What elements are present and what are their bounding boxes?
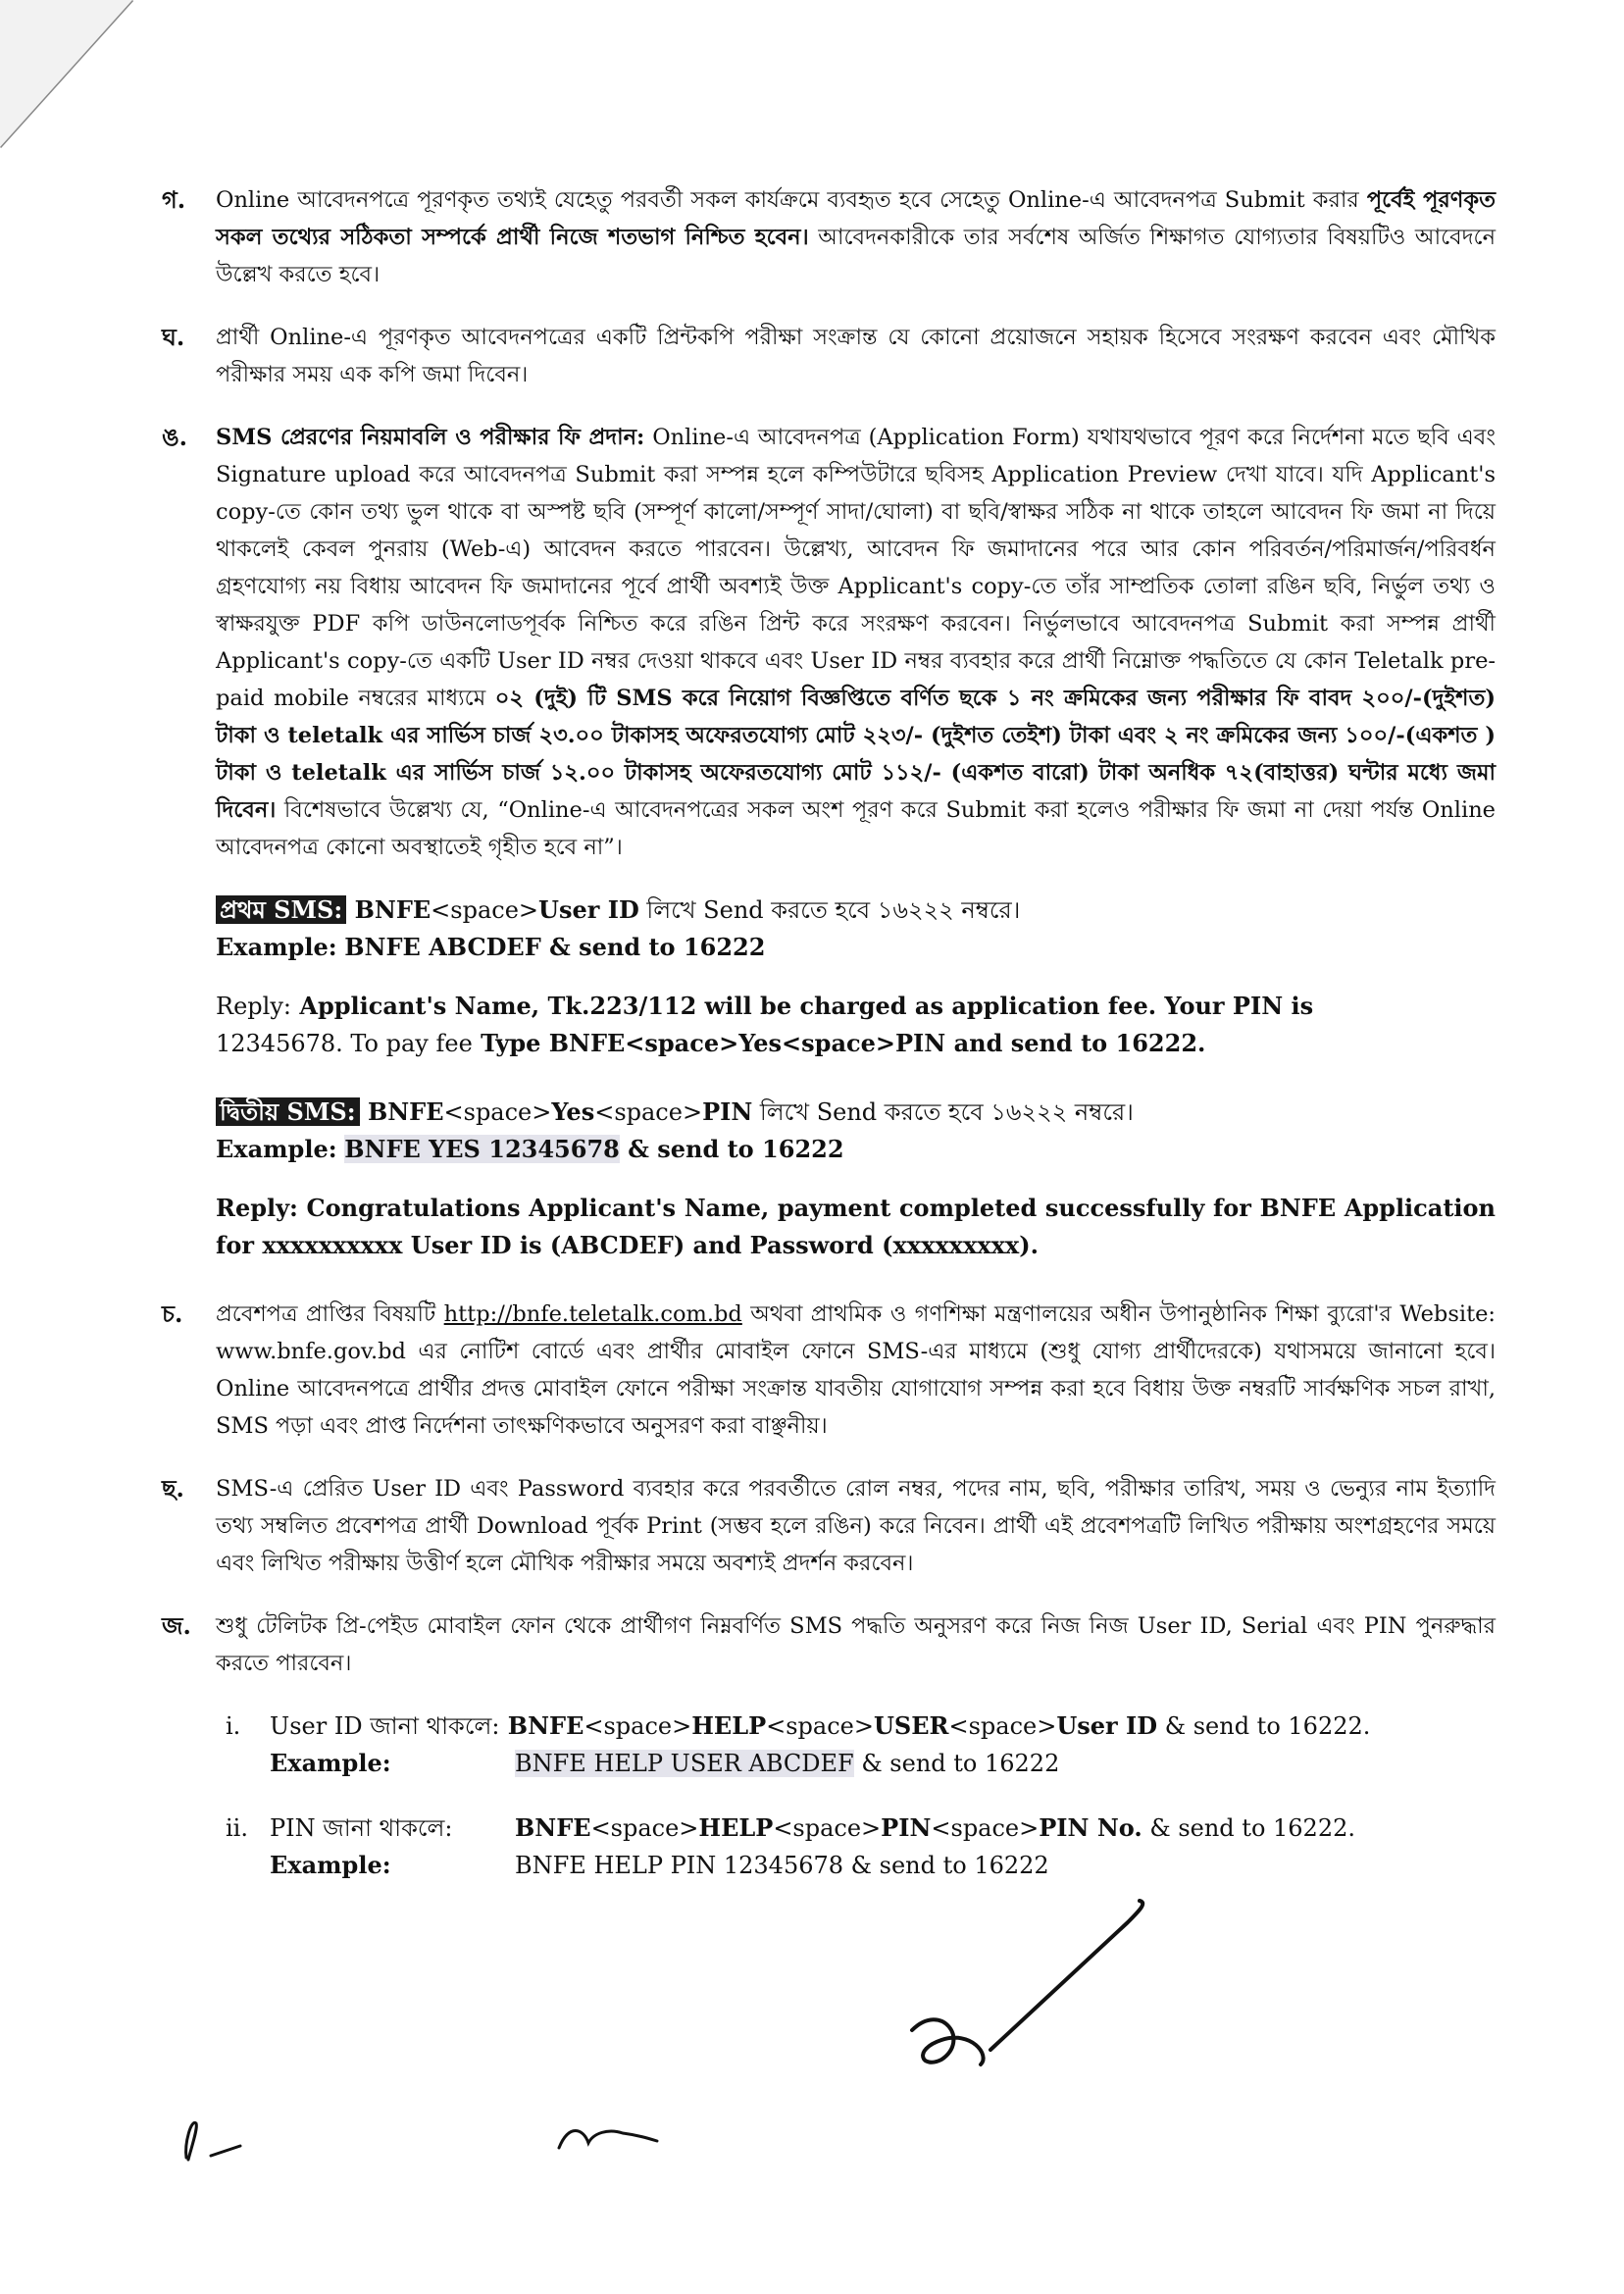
recovery-tail: & send to 16222.: [1142, 1814, 1355, 1842]
sms-space-token: <space>: [948, 1712, 1057, 1740]
example-value: & send to 16222: [843, 1852, 1049, 1879]
second-sms-reply: Reply: Congratulations Applicant's Name, payment completed successfully for BNFE Application for xxxxxxxxxx User ID is (ABCDEF) and Password (xxxxxxxxx).: [216, 1194, 1496, 1259]
page-corner-fold: [0, 0, 137, 157]
paragraph-text: প্রার্থী Online-এ পূরণকৃত আবেদনপত্রের একটি প্রিন্টকপি পরীক্ষা সংক্রান্ত যে কোনো প্রয়োজনে সহায়ক হিসেবে সংরক্ষণ করবেন এবং মৌখিক পরীক্ষার সময় এক কপি জমা দিবেন।: [216, 325, 1496, 387]
sms-command: User ID: [538, 895, 639, 924]
paragraph-text: শুধু টেলিটক প্রি-পেইড মোবাইল ফোন থেকে প্রার্থীগণ নিম্নবর্ণিত SMS পদ্ধতি অনুসরণ করে নিজ নিজ User ID, Serial এবং PIN পুনরুদ্ধার করতে পারবেন।: [216, 1613, 1496, 1676]
recovery-tail: & send to 16222.: [1157, 1712, 1371, 1740]
example-value: & send to 16222: [853, 1750, 1060, 1777]
sms-instruction-text: লিখে Send করতে হবে ১৬২২২ নম্বরে।: [638, 896, 1021, 924]
paragraph-text: প্রবেশপত্র প্রাপ্তির বিষয়টি: [216, 1301, 444, 1327]
paragraph-cha: [162, 1470, 1496, 1582]
sms-space-token: <space>: [931, 1814, 1040, 1842]
sms-space-token: <space>: [584, 1712, 692, 1740]
list-number: ii.: [226, 1814, 248, 1842]
recovery-label: User ID জানা থাকলে:: [270, 1712, 500, 1740]
first-sms-label: প্রথম SMS:: [216, 895, 346, 924]
paragraph-ja: [162, 1607, 1496, 1682]
paragraph-text: বিশেষভাবে উল্লেখ্য যে, “Online-এ আবেদনপত্রের সকল অংশ পূরণ করে Submit করা হলেও পরীক্ষার ফি জমা না দেয়া পর্যন্ত Online আবেদনপত্র কোনো অবস্থাতেই গৃহীত হবে না”।: [216, 797, 1496, 860]
paragraph-marker: জ.: [162, 1611, 191, 1640]
example-label: Example:: [216, 1135, 337, 1163]
paragraph-text: অথবা প্রাথমিক ও গণশিক্ষা মন্ত্রণালয়ের অধীন উপানুষ্ঠানিক শিক্ষা ব্যুরো'র Website: www.bnfe.gov.bd এর নোটিশ বোর্ডে এবং প্রার্থীর মোবাইল ফোনে SMS-এর মাধ্যমে (শুধু যোগ্য প্রার্থীদেরকে) যথাসময়ে জানানো হবে। Online আবেদনপত্রে প্রার্থীর প্রদত্ত মোবাইল ফোনে পরীক্ষা সংক্রান্ত যাবতীয় যোগাযোগ সম্পন্ন করা হবে বিধায় উক্ত নম্বরটি সার্বক্ষণিক সচল রাখা, SMS পড়া এবং প্রাপ্ত নির্দেশনা তাৎক্ষণিকভাবে অনুসরণ করা বাঞ্ছনীয়।: [216, 1301, 1497, 1439]
sms-command: BNFE: [515, 1813, 591, 1842]
document-body: [162, 181, 1496, 1912]
list-number: i.: [226, 1712, 241, 1740]
initial-mark-left: [167, 2109, 265, 2167]
reply-label: Reply:: [216, 993, 291, 1020]
sms-command: BNFE: [359, 1097, 444, 1126]
reply-text: Applicant's Name, Tk.223/112 will be charged as application fee. Your PIN is: [290, 992, 1314, 1020]
example-highlight: BNFE HELP PIN 12345678: [515, 1852, 844, 1879]
initial-mark-center: [549, 2104, 667, 2163]
recovery-item-pin: [226, 1810, 1496, 1884]
paragraph-bold-text: ০২ (দুই) টি SMS করে নিয়োগ বিজ্ঞপ্তিতে বর্ণিত ছকে ১ নং ক্রমিকের জন্য পরীক্ষার ফি বাবদ ২০০/-(দুইশত) টাকা ও teletalk এর সার্ভিস চার্জ ২৩.০০ টাকাসহ অফেরতযোগ্য মোট ২২৩/- (দুইশত তেইশ) টাকা এবং ২ নং ক্রমিকের জন্য ১০০/-(একশত ) টাকা ও teletalk এর সার্ভিস চার্জ ১২.০০ টাকাসহ অফেরতযোগ্য মোট ১১২/- (একশত বারো) টাকা অনধিক ৭২(বাহাত্তর) ঘন্টার মধ্যে জমা দিবেন।: [216, 686, 1497, 823]
first-sms-reply: [216, 988, 1496, 1062]
paragraph-umo: [162, 419, 1496, 866]
example-highlight: BNFE YES 12345678: [344, 1135, 620, 1163]
sms-command: BNFE: [499, 1711, 584, 1740]
signature-main: [883, 1883, 1177, 2079]
sms-space-token: <space>: [766, 1712, 874, 1740]
sms-command: USER: [873, 1711, 949, 1740]
sms-command: HELP: [698, 1813, 774, 1842]
first-sms-instruction: [216, 892, 1496, 966]
sms-command: HELP: [691, 1711, 767, 1740]
paragraph-ga: [162, 181, 1496, 293]
example-value: & send to 16222: [619, 1135, 844, 1163]
second-sms-instruction: [216, 1094, 1496, 1168]
reply-tail: Type BNFE<space>Yes<space>PIN and send to 16222.: [472, 1029, 1206, 1057]
second-sms-label: দ্বিতীয় SMS:: [216, 1097, 360, 1126]
paragraph-text: Online আবেদনপত্রে পূরণকৃত তথ্যই যেহেতু পরবর্তী সকল কার্যক্রমে ব্যবহৃত হবে সেহেতু Online-এ আবেদনপত্র Submit করার: [216, 187, 1367, 213]
example-label: Example:: [216, 933, 337, 961]
paragraph-text: আবেদনকারীকে তার সর্বশেষ অর্জিত শিক্ষাগত যোগ্যতার বিষয়টিও আবেদনে উল্লেখ করতে হবে।: [216, 225, 1496, 287]
example-label: Example:: [270, 1851, 391, 1879]
admit-card-link[interactable]: http://bnfe.teletalk.com.bd: [443, 1301, 742, 1327]
example-value: BNFE ABCDEF & send to 16222: [344, 933, 766, 961]
paragraph-marker: ঘ.: [162, 323, 185, 351]
sms-instruction-text: লিখে Send করতে হবে ১৬২২২ নম্বরে।: [752, 1098, 1134, 1126]
paragraph-marker: চ.: [162, 1300, 183, 1328]
sms-space-token: <space>: [431, 896, 539, 924]
paragraph-marker: ঙ.: [162, 423, 187, 451]
sms-command: PIN: [702, 1097, 753, 1126]
sms-command: User ID: [1056, 1711, 1158, 1740]
example-highlight: BNFE HELP USER ABCDEF: [515, 1750, 854, 1777]
sms-space-token: <space>: [443, 1098, 552, 1126]
sms-space-token: <space>: [773, 1814, 882, 1842]
recovery-item-user-id: [226, 1708, 1496, 1782]
sms-space-token: <space>: [590, 1814, 699, 1842]
sms-command: PIN No.: [1039, 1813, 1142, 1842]
paragraph-marker: ছ.: [162, 1474, 184, 1503]
recovery-label: PIN জানা থাকলে:: [270, 1814, 453, 1842]
paragraph-gha: [162, 319, 1496, 393]
paragraph-text: Online-এ আবেদনপত্র (Application Form) যথাযথভাবে পূরণ করে নির্দেশনা মতে ছবি এবং Signature upload করে আবেদনপত্র Submit করা সম্পন্ন হলে কম্পিউটারে ছবিসহ Application Preview দেখা যাবে। যদি Applicant's copy-তে কোন তথ্য ভুল থাকে বা অস্পষ্ট ছবি (সম্পূর্ণ কালো/সম্পূর্ণ সাদা/ঘোলা) বা ছবি/স্বাক্ষর সঠিক না থাকে তাহলে আবেদন ফি জমা না দিয়ে থাকলেই কেবল পুনরায় (Web-এ) আবেদন করতে পারবেন। উল্লেখ্য, আবেদন ফি জমাদানের পরে আর কোন পরিবর্তন/পরিমার্জন/পরিবর্ধন গ্রহণযোগ্য নয় বিধায় আবেদন ফি জমাদানের পূর্বে প্রার্থী অবশ্যই উক্ত Applicant's copy-তে তাঁর সাম্প্রতিক তোলা রঙিন ছবি, নির্ভুল তথ্য ও স্বাক্ষরযুক্ত PDF কপি ডাউনলোডপূর্বক নিশ্চিত করে রঙিন প্রিন্ট করে সংরক্ষণ করবেন। নির্ভুলভাবে আবেদনপত্র Submit করা সম্পন্ন প্রার্থী Applicant's copy-তে একটি User ID নম্বর দেওয়া থাকবে এবং User ID নম্বর ব্যবহার করে প্রার্থী নিম্নোক্ত পদ্ধতিতে যে কোন Teletalk pre-paid mobile নম্বরের মাধ্যমে: [216, 425, 1497, 711]
paragraph-marker: গ.: [162, 185, 186, 214]
reply-pin: 12345678. To pay fee: [216, 1030, 473, 1057]
sms-command: Yes: [551, 1097, 595, 1126]
paragraph-heading: SMS প্রেরণের নিয়মাবলি ও পরীক্ষার ফি প্রদান:: [216, 425, 645, 450]
sms-command: PIN: [881, 1813, 932, 1842]
paragraph-ca: [162, 1296, 1496, 1445]
paragraph-bold-text: পূর্বেই পূরণকৃত সকল তথ্যের সঠিকতা সম্পর্কে প্রার্থী নিজে শতভাগ নিশ্চিত হবেন।: [216, 187, 1496, 250]
sms-command: BNFE: [346, 895, 431, 924]
paragraph-text: SMS-এ প্রেরিত User ID এবং Password ব্যবহার করে পরবর্তীতে রোল নম্বর, পদের নাম, ছবি, পরীক্ষার তারিখ, সময় ও ভেন্যুর নাম ইত্যাদি তথ্য সম্বলিত প্রবেশপত্র প্রার্থী Download পূর্বক Print (সম্ভব হলে রঙিন) করে নিবেন। প্রার্থী এই প্রবেশপত্রটি লিখিত পরীক্ষায় অংশগ্রহণের সময়ে এবং লিখিত পরীক্ষায় উত্তীর্ণ হলে মৌখিক পরীক্ষার সময়ে অবশ্যই প্রদর্শন করবেন।: [216, 1476, 1496, 1576]
sms-space-token: <space>: [594, 1098, 703, 1126]
example-label: Example:: [270, 1749, 391, 1777]
